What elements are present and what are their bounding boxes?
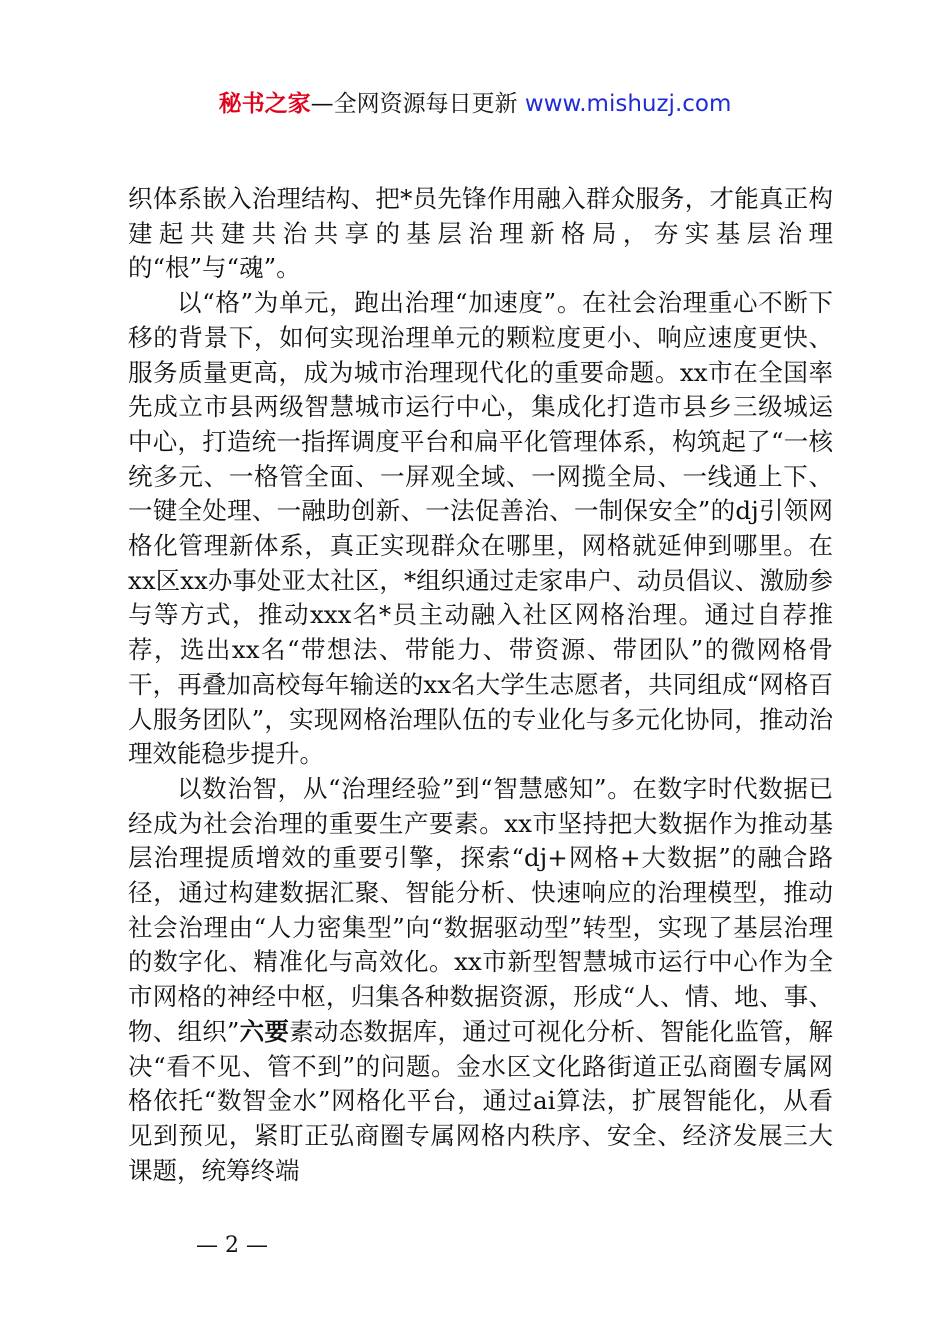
paragraph-bold-segment: 六要 (239, 1016, 290, 1046)
header-dash: — (310, 91, 334, 117)
paragraph-grid-unit: 以“格”为单元，跑出治理“加速度”。在社会治理重心不断下移的背景下，如何实现治理单元的颗粒度更小、响应速度更快、服务质量更高，成为城市治理现代化的重要命题。xx市在全国率先成立市县两级智慧城市运行中心，集成化打造市县乡三级城运中心，打造统一指挥调度平台和扁平化管理体系，构筑起了“一核统多元、一格管全面、一屏观全域、一网揽全局、一线通上下、一键全处理、一融助创新、一法促善治、一制保安全”的dj引领网格化管理新体系，真正实现群众在哪里，网格就延伸到哪里。在xx区xx办事处亚太社区，*组织通过走家串户、动员倡议、激励参与等方式，推动xxx名*员主动融入社区网格治理。通过自荐推荐，选出xx名“带想法、带能力、带资源、带团队”的微网格骨干，再叠加高校每年输送的xx名大学生志愿者，共同组成“网格百人服务团队”，实现网格治理队伍的专业化与多元化协同，推动治理效能稳步提升。 (128, 288, 833, 769)
page-number: — 2 — (196, 1233, 268, 1258)
paragraph-data-governance (128, 772, 833, 1188)
site-brand: 秘书之家 (218, 91, 311, 117)
site-header (0, 86, 950, 122)
site-url-link[interactable]: www.mishuzj.com (524, 91, 732, 117)
paragraph-text-segment: 以数治智，从“治理经验”到“智慧感知”。在数字时代数据已经成为社会治理的重要生产要素。xx市坚持把大数据作为推动基层治理提质增效的重要引擎，探索“dj+网格+大数据”的融合路径，通过构建数据汇聚、智能分析、快速响应的治理模型，推动社会治理由“人力密集型”向“数据驱动型”转型，实现了基层治理的数字化、精准化与高效化。xx市新型智慧城市运行中心作为全市网格的神经中枢，归集各种数据资源，形成“人、情、地、事、物、组织” (128, 773, 833, 1046)
paragraph-continuation: 织体系嵌入治理结构、把*员先锋作用融入群众服务，才能真正构建起共建共治共享的基层治理新格局，夯实基层治理的“根”与“魂”。 (128, 184, 833, 283)
site-tagline: 全网资源每日更新 (333, 91, 525, 117)
paragraph-text-segment: 素动态数据库，通过可视化分析、智能化监管，解决“看不见、管不到”的问题。金水区文化路街道正弘商圈专属网格依托“数智金水”网格化平台，通过ai算法，扩展智能化，从看见到预见，紧盯正弘商圈专属网格内秩序、安全、经济发展三大课题，统筹终端 (128, 1016, 834, 1185)
document-body (128, 182, 833, 1188)
